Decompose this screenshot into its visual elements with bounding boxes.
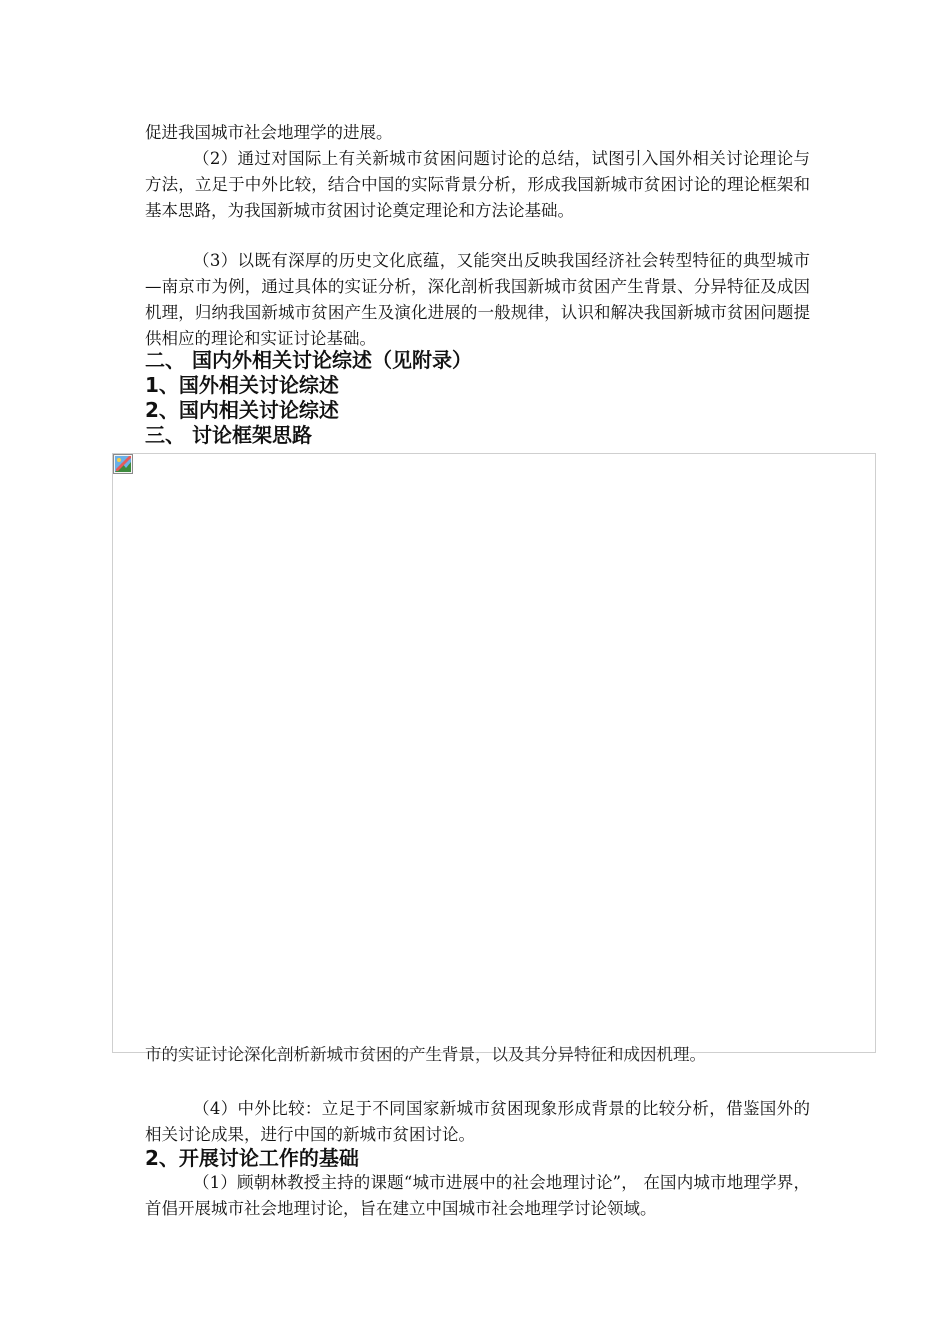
partially-hidden-line-text: 市的实证讨论深化剖析新城市贫困的产生背景，以及其分异特征和成因机理。 [145,1045,706,1064]
heading-domestic-review: 2、国内相关讨论综述 [145,398,339,422]
paragraph-intro-end: 促进我国城市社会地理学的进展。 [145,123,393,142]
heading-research-basis: 2、开展讨论工作的基础 [145,1146,359,1170]
partially-hidden-line [145,1045,810,1068]
paragraph-item-4: （4）中外比较：立足于不同国家新城市贫困现象形成背景的比较分析，借鉴国外的相关讨论成果，进行中国的新城市贫困讨论。 [145,1099,810,1144]
heading-foreign-review: 1、国外相关讨论综述 [145,373,339,397]
heading-literature-review: 二、 国内外相关讨论综述（见附录） [145,348,472,372]
framework-image-placeholder [112,453,876,1053]
broken-image-icon [113,454,133,474]
paragraph-item-2: （2）通过对国际上有关新城市贫困问题讨论的总结，试图引入国外相关讨论理论与方法，立足于中外比较，结合中国的实际背景分析，形成我国新城市贫困讨论的理论框架和基本思路，为我国新城市贫困讨论奠定理论和方法论基础。 [145,149,810,220]
paragraph-item-3: （3）以既有深厚的历史文化底蕴，又能突出反映我国经济社会转型特征的典型城市—南京市为例，通过具体的实证分析，深化剖析我国新城市贫困产生背景、分异特征及成因机理，归纳我国新城市贫困产生及演化进展的一般规律，认识和解决我国新城市贫困问题提供相应的理论和实证讨论基础。 [145,251,810,348]
heading-research-framework: 三、 讨论框架思路 [145,423,312,447]
paragraph-basis-1: （1）顾朝林教授主持的课题“城市进展中的社会地理讨论”， 在国内城市地理学界，首倡开展城市社会地理讨论，旨在建立中国城市社会地理学讨论领域。 [145,1173,810,1218]
